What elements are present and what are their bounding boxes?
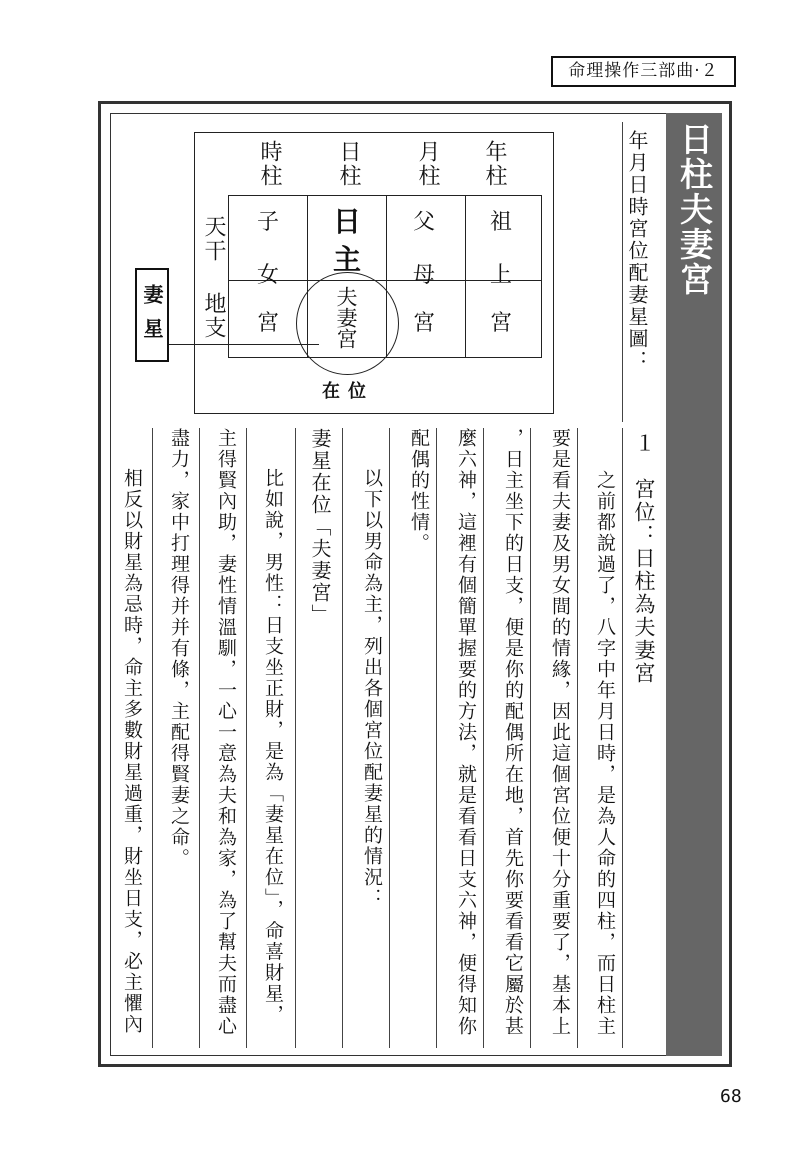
body-column-4: 麼六神，這裡有個簡單握要的方法，就是看看日支六神，便得知你 — [455, 428, 477, 1037]
section-title: 日柱夫妻宮 — [675, 122, 714, 297]
section-heading: １ 宮位：日柱為夫妻宮 — [632, 432, 656, 685]
caption-rule — [622, 122, 623, 422]
column-header-nian: 年柱 — [482, 140, 507, 188]
column-rule — [246, 428, 247, 1048]
column-header-ri: 日柱 — [336, 140, 361, 188]
cell-ri-bottom: 夫妻宮 — [334, 286, 358, 349]
position-label: 在位 — [322, 381, 374, 402]
row-label-dizhi: 地支 — [201, 292, 226, 340]
column-rule — [577, 428, 578, 1048]
cell-yue-lower: 母 — [412, 263, 435, 288]
column-rule — [295, 428, 296, 1048]
row-label-tiangan: 天干 — [201, 215, 226, 263]
body-subheading: 妻星在位「夫妻宮」 — [308, 428, 332, 626]
body-column-8: 比如說，男性：日支坐正財，是為「妻星在位」，命喜財星， — [262, 468, 284, 1026]
body-column-5: 配偶的性情。 — [408, 428, 430, 554]
body-column-1: 之前都說過了，八字中年月日時，是為人命的四柱，而日柱主 — [594, 470, 616, 1037]
column-rule — [483, 428, 484, 1048]
cell-shi-lower: 女 — [256, 263, 279, 288]
column-header-shi: 時柱 — [257, 140, 282, 188]
cell-yue-bottom: 宮 — [412, 311, 435, 336]
cell-shi-upper: 子 — [256, 210, 279, 235]
column-rule — [436, 428, 437, 1048]
body-column-11: 相反以財星為忌時，命主多數財星過重，財坐日支，必主懼內 — [121, 468, 143, 1035]
grid-divider — [465, 195, 466, 358]
column-rule — [152, 428, 153, 1048]
body-column-9: 主得賢內助，妻性情溫馴，一心一意為夫和為家，為了幫夫而盡心 — [215, 428, 237, 1037]
connector-line-short — [307, 330, 308, 352]
cell-nian-lower: 上 — [489, 263, 512, 288]
column-rule — [622, 428, 623, 1048]
cell-ri-lower: 主 — [332, 243, 361, 276]
body-column-3: ，日主坐下的日支，便是你的配偶所在地，首先你要看看它屬於甚 — [502, 428, 524, 1037]
cell-nian-bottom: 宮 — [489, 311, 512, 336]
body-column-10: 盡力，家中打理得并并有條，主配得賢妻之命。 — [168, 428, 190, 869]
column-rule — [389, 428, 390, 1048]
column-rule — [530, 428, 531, 1048]
cell-yue-upper: 父 — [412, 210, 435, 235]
chart-caption: 年月日時宮位配妻星圖： — [625, 130, 649, 372]
body-column-2: 要是看夫妻及男女間的情緣，因此這個宮位便十分重要了，基本上 — [549, 428, 571, 1037]
wife-star-box: 妻星 — [135, 268, 169, 362]
cell-nian-upper: 祖 — [489, 210, 512, 235]
column-rule — [342, 428, 343, 1048]
connector-line — [169, 344, 319, 345]
page-header-box: 命理操作三部曲‧２ — [551, 56, 736, 87]
column-header-yue: 月柱 — [415, 140, 440, 188]
body-column-6: 以下以男命為主，列出各個宮位配妻星的情況： — [361, 468, 383, 909]
cell-shi-bottom: 宮 — [256, 311, 279, 336]
page-number: 68 — [720, 1086, 742, 1107]
spouse-palace-circle — [296, 272, 399, 375]
column-rule — [199, 428, 200, 1048]
cell-ri-upper: 日 — [332, 205, 361, 238]
